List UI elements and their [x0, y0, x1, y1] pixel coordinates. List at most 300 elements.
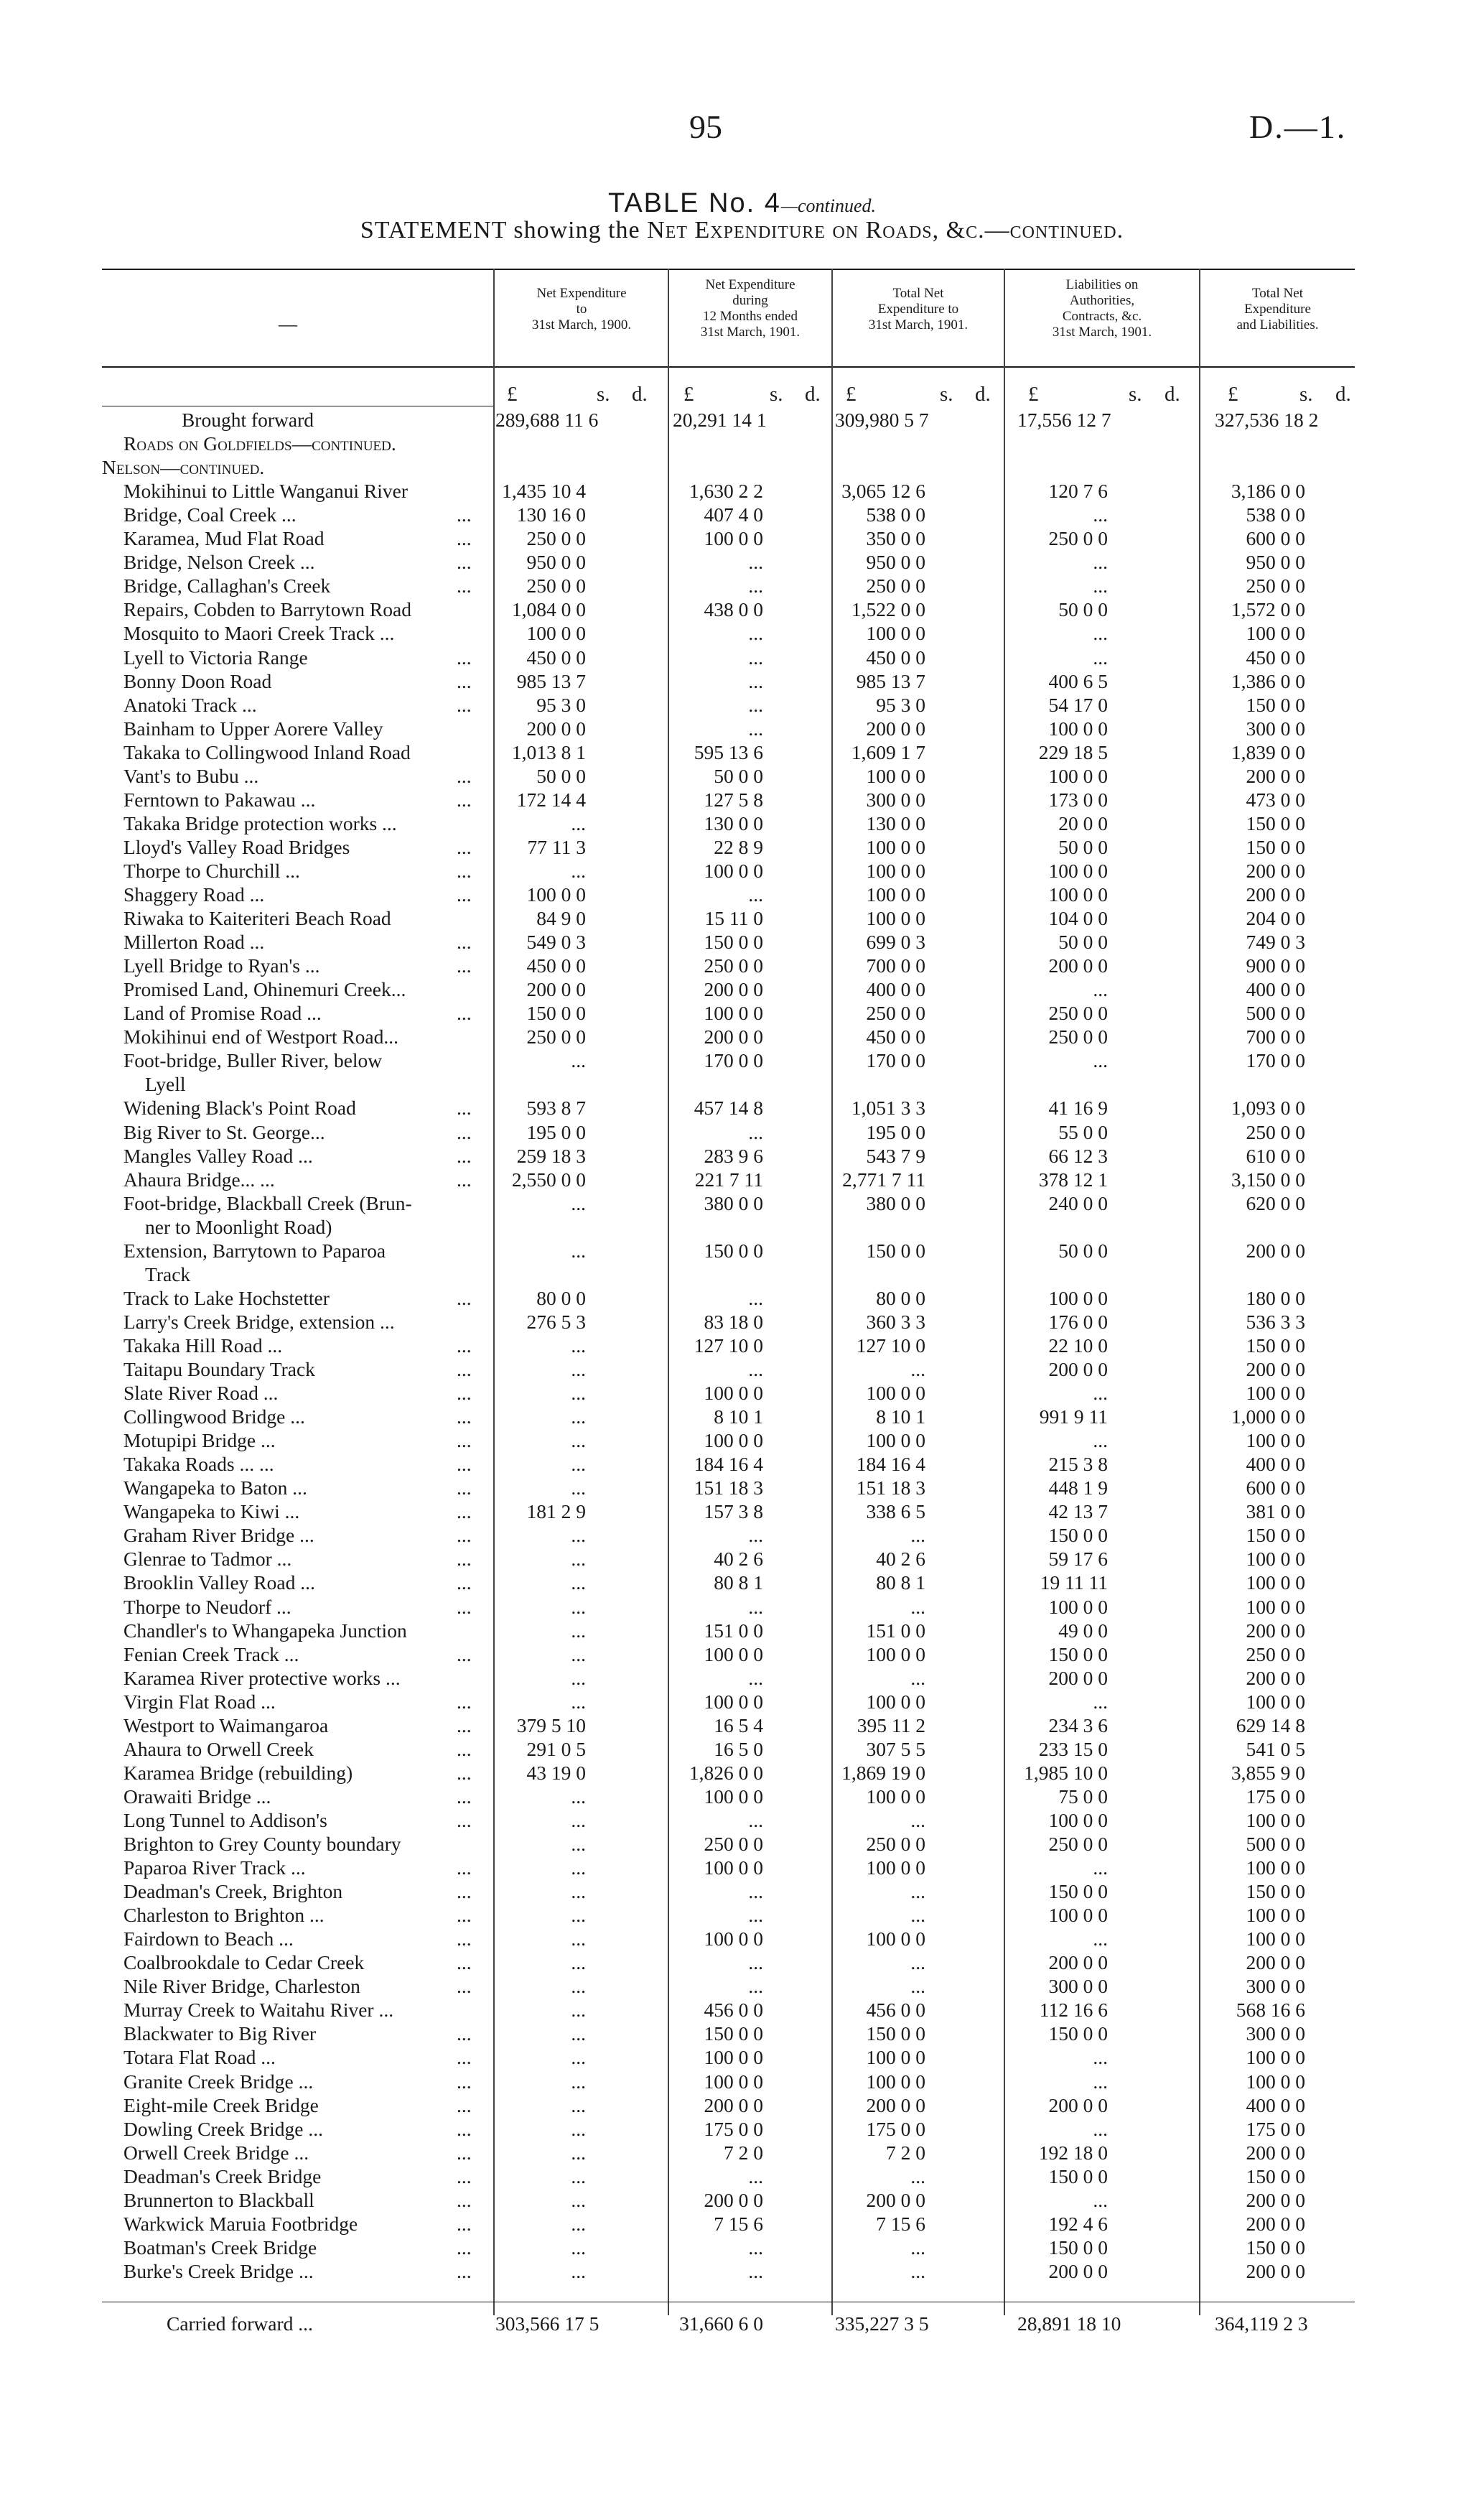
amount-cell: 100 0 0 — [866, 859, 925, 882]
amount-cell: 200 0 0 — [704, 2093, 763, 2116]
row-description: Shaggery Road ... — [123, 883, 265, 906]
amount-cell: 700 0 0 — [866, 954, 925, 977]
amount-cell: ... — [1093, 622, 1108, 645]
leader-dots: ... — [457, 2236, 472, 2259]
leader-dots: ... — [457, 503, 472, 526]
amount-cell: ... — [571, 1808, 586, 1831]
header-col5-line: Expenditure — [1244, 302, 1311, 317]
amount-cell: 50 0 0 — [1058, 1239, 1108, 1262]
table-row — [0, 550, 1484, 574]
amount-cell: ... — [1093, 2070, 1108, 2093]
amount-cell: ... — [1093, 646, 1108, 669]
amount-cell: 283 9 6 — [704, 1144, 763, 1167]
row-description: Fairdown to Beach ... — [123, 1927, 294, 1950]
amount-cell: 3,150 0 0 — [1231, 1168, 1305, 1191]
amount-cell: 300 0 0 — [1048, 1975, 1108, 1998]
amount-cell: 500 0 0 — [1246, 1833, 1305, 1855]
amount-cell: 291 0 5 — [526, 1737, 586, 1760]
table-row — [0, 764, 1484, 788]
header-col1-line: 31st March, 1900. — [531, 317, 632, 332]
amount-cell: ... — [910, 1975, 925, 1998]
amount-cell: ... — [1093, 2188, 1108, 2211]
page-number: 95 — [689, 108, 722, 145]
table-row — [0, 740, 1484, 764]
header-col5-line: Total Net — [1252, 286, 1303, 301]
amount-cell: 593 8 7 — [526, 1097, 586, 1120]
row-description: Brighton to Grey County boundary — [123, 1833, 401, 1855]
amount-cell: 200 0 0 — [704, 978, 763, 1001]
amount-cell: 130 0 0 — [704, 811, 763, 834]
amount-cell: 100 0 0 — [1048, 764, 1108, 787]
leader-dots: ... — [457, 1120, 472, 1143]
amount-cell: 200 0 0 — [1048, 2093, 1108, 2116]
table-row — [0, 1571, 1484, 1594]
unit-shillings: s. — [940, 383, 953, 406]
statement-subject: Net Expenditure — [647, 217, 826, 243]
amount-cell: 175 0 0 — [1246, 1785, 1305, 1808]
amount-cell: 150 0 0 — [1246, 1880, 1305, 1903]
leader-dots: ... — [457, 1524, 472, 1547]
table-row — [0, 1334, 1484, 1357]
table-row — [0, 1974, 1484, 1998]
table-row — [0, 1262, 1484, 1286]
header-col2-line: 31st March, 1901. — [700, 325, 801, 340]
amount-cell: 150 0 0 — [1246, 2236, 1305, 2259]
amount-cell: 80 8 1 — [876, 1571, 925, 1594]
table-row — [0, 1879, 1484, 1903]
row-description: Collingwood Bridge ... — [123, 1405, 305, 1428]
row-description: Warkwick Maruia Footbridge — [123, 2212, 358, 2235]
amount-cell: 20,291 14 1 — [673, 409, 767, 431]
header-col4-line: Authorities, — [1069, 293, 1135, 308]
amount-cell: 40 2 6 — [714, 1548, 763, 1571]
row-description: Promised Land, Ohinemuri Creek... — [123, 978, 406, 1001]
leader-dots: ... — [457, 2070, 472, 2093]
row-description: Bridge, Coal Creek ... — [123, 503, 297, 526]
amount-cell: 200 0 0 — [1246, 1619, 1305, 1642]
table-row — [0, 1832, 1484, 1856]
amount-cell: 1,630 2 2 — [689, 480, 763, 503]
unit-pound: £ — [1028, 383, 1039, 406]
unit-pence: d. — [1165, 383, 1180, 406]
amount-cell: 3,186 0 0 — [1231, 480, 1305, 503]
amount-cell: 1,093 0 0 — [1231, 1097, 1305, 1120]
leader-dots: ... — [457, 1097, 472, 1120]
amount-cell: ... — [571, 1049, 586, 1072]
unit-shillings: s. — [1129, 383, 1142, 406]
amount-cell: 250 0 0 — [1048, 1833, 1108, 1855]
amount-cell: 250 0 0 — [866, 1002, 925, 1025]
amount-cell: 200 0 0 — [1048, 1951, 1108, 1974]
amount-cell: ... — [910, 2164, 925, 2187]
row-description: Motupipi Bridge ... — [123, 1429, 276, 1452]
amount-cell: 200 0 0 — [1246, 1951, 1305, 1974]
amount-cell: 380 0 0 — [866, 1191, 925, 1214]
amount-cell: 120 7 6 — [1048, 480, 1108, 503]
amount-cell: 100 0 0 — [704, 1856, 763, 1879]
amount-cell: ... — [748, 551, 763, 574]
amount-cell: 100 0 0 — [866, 2046, 925, 2069]
leader-dots: ... — [457, 1144, 472, 1167]
table-row — [0, 1856, 1484, 1879]
amount-cell: 127 10 0 — [856, 1334, 925, 1357]
amount-cell: ... — [1093, 1382, 1108, 1405]
row-description: Bainham to Upper Aorere Valley — [123, 717, 383, 740]
amount-cell: ... — [910, 2236, 925, 2259]
leader-dots: ... — [457, 1927, 472, 1950]
table-title — [0, 188, 1484, 219]
amount-cell: 150 0 0 — [1048, 1524, 1108, 1547]
amount-cell: ... — [1093, 1690, 1108, 1713]
amount-cell: 100 0 0 — [704, 1690, 763, 1713]
amount-cell: 49 0 0 — [1058, 1619, 1108, 1642]
amount-cell: 250 0 0 — [1048, 1026, 1108, 1048]
row-description: Thorpe to Neudorf ... — [123, 1595, 291, 1618]
leader-dots: ... — [457, 1642, 472, 1665]
amount-cell: ... — [571, 2022, 586, 2045]
leader-dots: ... — [457, 1548, 472, 1571]
row-description: Chandler's to Whangapeka Junction — [123, 1619, 407, 1642]
amount-cell: 7 15 6 — [876, 2212, 925, 2235]
amount-cell: ... — [571, 1856, 586, 1879]
row-description: Bridge, Nelson Creek ... — [123, 551, 315, 574]
amount-cell: 610 0 0 — [1246, 1144, 1305, 1167]
amount-cell: 195 0 0 — [866, 1120, 925, 1143]
amount-cell: 130 16 0 — [516, 503, 586, 526]
unit-pound: £ — [507, 383, 518, 406]
amount-cell: 16 5 4 — [714, 1713, 763, 1736]
table-row — [0, 432, 1484, 455]
amount-cell: 379 5 10 — [516, 1713, 586, 1736]
amount-cell: 1,084 0 0 — [511, 598, 586, 621]
table-row — [0, 1476, 1484, 1499]
leader-dots: ... — [457, 1595, 472, 1618]
amount-cell: 259 18 3 — [516, 1144, 586, 1167]
row-description: Westport to Waimangaroa — [123, 1713, 329, 1736]
leader-dots: ... — [457, 1571, 472, 1594]
amount-cell: 173 0 0 — [1048, 788, 1108, 811]
amount-cell: 100 0 0 — [1246, 1429, 1305, 1452]
amount-cell: ... — [571, 1595, 586, 1618]
row-description: Widening Black's Point Road — [123, 1097, 356, 1120]
amount-cell: 600 0 0 — [1246, 1476, 1305, 1499]
amount-cell: 22 8 9 — [714, 835, 763, 858]
amount-cell: 250 0 0 — [866, 575, 925, 597]
row-description: Coalbrookdale to Cedar Creek — [123, 1951, 365, 1974]
table-row — [0, 906, 1484, 930]
amount-cell: 100 0 0 — [704, 2070, 763, 2093]
amount-cell: 100 0 0 — [1246, 1382, 1305, 1405]
table-row — [0, 1499, 1484, 1523]
amount-cell: 1,386 0 0 — [1231, 669, 1305, 692]
leader-dots: ... — [457, 883, 472, 906]
amount-cell: 568 16 6 — [1236, 1999, 1305, 2022]
header-col4-line: 31st March, 1901. — [1052, 325, 1152, 340]
amount-cell: ... — [1093, 978, 1108, 1001]
table-row — [0, 2070, 1484, 2093]
amount-cell: 100 0 0 — [704, 527, 763, 550]
amount-cell: 700 0 0 — [1246, 1026, 1305, 1048]
amount-cell: ... — [571, 1833, 586, 1855]
row-description: Lyell Bridge to Ryan's ... — [123, 954, 320, 977]
amount-cell: 200 0 0 — [1246, 1239, 1305, 1262]
amount-cell: 150 0 0 — [866, 2022, 925, 2045]
row-description: Mokihinui end of Westport Road... — [123, 1026, 399, 1048]
table-title-main: TABLE No. 4 — [607, 188, 781, 218]
amount-cell: ... — [748, 883, 763, 906]
amount-cell: 364,119 2 3 — [1215, 2312, 1308, 2335]
amount-cell: 221 7 11 — [694, 1168, 763, 1191]
table-row — [0, 1025, 1484, 1048]
table-row — [0, 1144, 1484, 1168]
row-description: Bridge, Callaghan's Creek — [123, 575, 331, 597]
amount-cell: ... — [571, 1405, 586, 1428]
amount-cell: 100 0 0 — [1246, 622, 1305, 645]
amount-cell: 200 0 0 — [526, 978, 586, 1001]
amount-cell: 300 0 0 — [1246, 2022, 1305, 2045]
amount-cell: 100 0 0 — [866, 622, 925, 645]
amount-cell: 100 0 0 — [704, 1382, 763, 1405]
amount-cell: 200 0 0 — [1246, 1666, 1305, 1689]
amount-cell: ... — [748, 575, 763, 597]
amount-cell: 380 0 0 — [704, 1191, 763, 1214]
amount-cell: 150 0 0 — [704, 2022, 763, 2045]
leader-dots: ... — [457, 2188, 472, 2211]
row-description: Mosquito to Maori Creek Track ... — [123, 622, 395, 645]
leader-dots: ... — [457, 1880, 472, 1903]
amount-cell: 100 0 0 — [1246, 1548, 1305, 1571]
amount-cell: 1,839 0 0 — [1231, 740, 1305, 763]
amount-cell: 1,572 0 0 — [1231, 598, 1305, 621]
amount-cell: ... — [571, 2141, 586, 2164]
header-col4-line: Liabilities on — [1065, 277, 1139, 292]
table-row — [0, 574, 1484, 597]
leader-dots: ... — [457, 2259, 472, 2282]
amount-cell: 200 0 0 — [1048, 1666, 1108, 1689]
row-description: Burke's Creek Bridge ... — [123, 2259, 314, 2282]
amount-cell: 289,688 11 6 — [495, 409, 599, 431]
table-row — [0, 788, 1484, 811]
amount-cell: 400 0 0 — [1246, 2093, 1305, 2116]
header-col3-line: Total Net — [892, 286, 944, 301]
amount-cell: ... — [1093, 2117, 1108, 2140]
amount-cell: 100 0 0 — [866, 1429, 925, 1452]
amount-cell: 127 5 8 — [704, 788, 763, 811]
table-row — [0, 408, 1484, 432]
amount-cell: 229 18 5 — [1038, 740, 1108, 763]
amount-cell: 950 0 0 — [866, 551, 925, 574]
amount-cell: 77 11 3 — [527, 835, 586, 858]
amount-cell: 181 2 9 — [526, 1500, 586, 1523]
table-row — [0, 811, 1484, 835]
leader-dots: ... — [457, 2141, 472, 2164]
unit-shillings: s. — [1299, 383, 1313, 406]
amount-cell: 200 0 0 — [866, 2093, 925, 2116]
amount-cell: 407 4 0 — [704, 503, 763, 526]
amount-cell: 327,536 18 2 — [1215, 409, 1319, 431]
table-row — [0, 1761, 1484, 1785]
amount-cell: 400 0 0 — [1246, 1453, 1305, 1476]
table-row — [0, 1215, 1484, 1239]
amount-cell: 17,556 12 7 — [1017, 409, 1111, 431]
amount-cell: 1,013 8 1 — [511, 740, 586, 763]
leader-dots: ... — [457, 1453, 472, 1476]
amount-cell: 100 0 0 — [526, 883, 586, 906]
row-description: Boatman's Creek Bridge — [123, 2236, 317, 2259]
row-description: Orwell Creek Bridge ... — [123, 2141, 309, 2164]
amount-cell: 43 19 0 — [526, 1761, 586, 1784]
row-description: Granite Creek Bridge ... — [123, 2070, 314, 2093]
amount-cell: 95 3 0 — [536, 693, 586, 716]
amount-cell: 500 0 0 — [1246, 1002, 1305, 1025]
leader-dots: ... — [457, 1334, 472, 1357]
table-row — [0, 977, 1484, 1001]
unit-pence: d. — [1335, 383, 1351, 406]
table-row — [0, 2188, 1484, 2212]
row-description: Lyell to Victoria Range — [123, 646, 308, 669]
table-row — [0, 1713, 1484, 1737]
leader-dots: ... — [457, 1382, 472, 1405]
amount-cell: 157 3 8 — [704, 1500, 763, 1523]
row-description: Carried forward ... — [167, 2312, 313, 2335]
amount-cell: 250 0 0 — [526, 1026, 586, 1048]
amount-cell: ... — [571, 2070, 586, 2093]
amount-cell: 8 10 1 — [714, 1405, 763, 1428]
amount-cell: 200 0 0 — [1246, 883, 1305, 906]
leader-dots: ... — [457, 1761, 472, 1784]
amount-cell: ... — [571, 1239, 586, 1262]
row-description: Orawaiti Bridge ... — [123, 1785, 271, 1808]
row-description: Karamea Bridge (rebuilding) — [123, 1761, 353, 1784]
amount-cell: 100 0 0 — [704, 859, 763, 882]
table-row — [0, 930, 1484, 954]
row-description: Foot-bridge, Blackball Creek (Brun- — [123, 1191, 412, 1214]
amount-cell: 900 0 0 — [1246, 954, 1305, 977]
amount-cell: ... — [571, 1453, 586, 1476]
amount-cell: 438 0 0 — [704, 598, 763, 621]
amount-cell: 150 0 0 — [1048, 2236, 1108, 2259]
leader-dots: ... — [457, 764, 472, 787]
amount-cell: 100 0 0 — [1246, 1690, 1305, 1713]
amount-cell: 100 0 0 — [704, 1429, 763, 1452]
amount-cell: 28,891 18 10 — [1017, 2312, 1121, 2335]
amount-cell: 7 2 0 — [886, 2141, 925, 2164]
amount-cell: 400 0 0 — [1246, 978, 1305, 1001]
row-description: Karamea River protective works ... — [123, 1666, 401, 1689]
table-row — [0, 1998, 1484, 2022]
row-description: Slate River Road ... — [123, 1382, 279, 1405]
amount-cell: 150 0 0 — [1048, 2164, 1108, 2187]
amount-cell: 100 0 0 — [866, 764, 925, 787]
amount-cell: 150 0 0 — [704, 1239, 763, 1262]
amount-cell: ... — [1093, 2046, 1108, 2069]
amount-cell: ... — [910, 1808, 925, 1831]
row-description: Fenian Creek Track ... — [123, 1642, 299, 1665]
amount-cell: 170 0 0 — [704, 1049, 763, 1072]
amount-cell: 16 5 0 — [714, 1737, 763, 1760]
amount-cell: ... — [571, 2212, 586, 2235]
amount-cell: 307 5 5 — [866, 1737, 925, 1760]
table-row — [0, 2045, 1484, 2069]
table-row — [0, 1001, 1484, 1025]
amount-cell: 450 0 0 — [866, 1026, 925, 1048]
amount-cell: ... — [571, 1951, 586, 1974]
amount-cell: ... — [571, 859, 586, 882]
amount-cell: ... — [571, 2236, 586, 2259]
table-row — [0, 1191, 1484, 1215]
row-description: Lloyd's Valley Road Bridges — [123, 835, 350, 858]
leader-dots: ... — [457, 835, 472, 858]
row-description: Takaka Hill Road ... — [123, 1334, 283, 1357]
table-row — [0, 621, 1484, 645]
amount-cell: 250 0 0 — [866, 1833, 925, 1855]
amount-cell: ... — [571, 1927, 586, 1950]
leader-dots: ... — [457, 669, 472, 692]
table-row — [0, 883, 1484, 906]
amount-cell: ... — [910, 1595, 925, 1618]
amount-cell: ... — [748, 1904, 763, 1927]
table-row — [0, 2117, 1484, 2141]
leader-dots: ... — [457, 1405, 472, 1428]
table-row — [0, 1927, 1484, 1950]
amount-cell: ... — [1093, 1429, 1108, 1452]
row-description: Anatoki Track ... — [123, 693, 257, 716]
amount-cell: ... — [748, 1120, 763, 1143]
amount-cell: 80 0 0 — [536, 1286, 586, 1309]
amount-cell: 200 0 0 — [1048, 2259, 1108, 2282]
row-description: Taitapu Boundary Track — [123, 1358, 315, 1380]
amount-cell: ... — [748, 646, 763, 669]
amount-cell: 170 0 0 — [866, 1049, 925, 1072]
amount-cell: 1,522 0 0 — [851, 598, 925, 621]
amount-cell: 151 0 0 — [704, 1619, 763, 1642]
amount-cell: ... — [1093, 575, 1108, 597]
amount-cell: 40 2 6 — [876, 1548, 925, 1571]
row-description: Graham River Bridge ... — [123, 1524, 314, 1547]
amount-cell: 184 16 4 — [856, 1453, 925, 1476]
amount-cell: 699 0 3 — [866, 931, 925, 954]
leader-dots: ... — [457, 1737, 472, 1760]
table-row — [0, 1950, 1484, 1974]
amount-cell: 200 0 0 — [1246, 2212, 1305, 2235]
leader-dots: ... — [457, 1500, 472, 1523]
leader-dots: ... — [457, 1904, 472, 1927]
amount-cell: 170 0 0 — [1246, 1049, 1305, 1072]
amount-cell: ... — [571, 1666, 586, 1689]
amount-cell: 83 18 0 — [704, 1310, 763, 1333]
amount-cell: 100 0 0 — [866, 1642, 925, 1665]
amount-cell: 620 0 0 — [1246, 1191, 1305, 1214]
table-row — [0, 1048, 1484, 1072]
row-description: Big River to St. George... — [123, 1120, 325, 1143]
amount-cell: 991 9 11 — [1039, 1405, 1108, 1428]
leader-dots: ... — [457, 2022, 472, 2045]
amount-cell: ... — [571, 1690, 586, 1713]
amount-cell: 150 0 0 — [1246, 693, 1305, 716]
amount-cell: ... — [910, 1358, 925, 1380]
row-description: Deadman's Creek, Brighton — [123, 1880, 343, 1903]
amount-cell: 59 17 6 — [1048, 1548, 1108, 1571]
table-row — [0, 1381, 1484, 1405]
row-description: Ahaura Bridge... ... — [123, 1168, 275, 1191]
amount-cell: 300 0 0 — [1246, 717, 1305, 740]
leader-dots: ... — [457, 575, 472, 597]
amount-cell: 300 0 0 — [866, 788, 925, 811]
amount-cell: 456 0 0 — [704, 1999, 763, 2022]
amount-cell: ... — [571, 2117, 586, 2140]
amount-cell: ... — [571, 1476, 586, 1499]
amount-cell: 100 0 0 — [1246, 1904, 1305, 1927]
